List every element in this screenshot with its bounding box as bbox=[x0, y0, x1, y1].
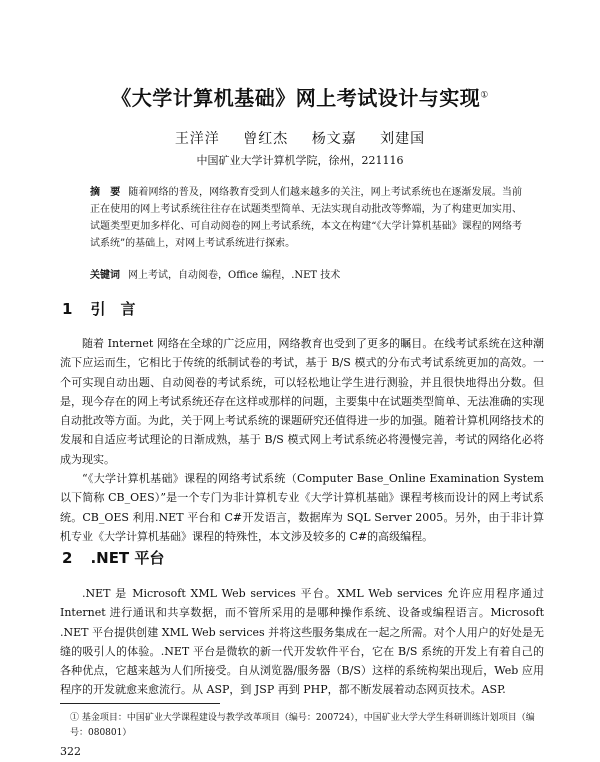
keywords bbox=[90, 266, 522, 281]
section-title: 引 言 bbox=[90, 300, 136, 318]
affiliation: 中国矿业大学计算机学院，徐州，221116 bbox=[196, 154, 404, 167]
paragraph: 随着 Internet 网络在全球的广泛应用，网络教育也受到了更多的瞩目。在线考试系统在这种潮流下应运而生，它相比于传统的纸制试卷的考试，基于 B/S 模式的分布式考试系统更加的高效。一个可实现自动出题、自动阅卷的考试系统，可以轻松地让学生进行测验，并且很快地得出分数。但是，现今存在的网上考试系统还存在这样或那样的问题，主要集中在试题类型简单、无法准确的实现自动批改等方面。为此，关于网上考试系统的课题研究还值得进一步的加强。随着计算机网络技术的发展和自适应考试理论的日渐成熟，基于 B/S 模式网上考试系统必将漫慢完善，考试的网络化必将成为现实。 bbox=[60, 337, 544, 466]
abstract-label: 摘 要 bbox=[90, 187, 121, 198]
author-2: 曾红杰 bbox=[243, 131, 289, 147]
footnote-rule bbox=[60, 703, 220, 704]
author-3: 杨文嘉 bbox=[311, 131, 357, 147]
abstract-text: 随着网络的普及，网络教育受到人们越来越多的关注，网上考试系统也在逐渐发展。当前正在使用的网上考试系统往往存在试题类型简单、无法实现自动批改等弊端，为了构建更加实用、试题类型更加多样化、可自动阅卷的网上考试系统，本文在构建“《大学计算机基础》课程的网络考试系统”的基础上，对网上考试系统进行探索。 bbox=[90, 187, 523, 249]
section-number: 2 bbox=[62, 549, 73, 567]
page-number: 322 bbox=[60, 745, 81, 758]
section-title: .NET 平台 bbox=[90, 549, 165, 567]
paragraph: .NET 是 Microsoft XML Web services 平台。XML Web services 允许应用程序通过 Internet 进行通讯和共享数据，而不管所采用的是哪种操作系统、设备或编程语言。Microsoft .NET 平台提供创建 XML Web services 并将这些服务集成在一起之所需。对个人用户的好处是无缝的吸引人的体验。.NET 平台是微软的新一代开发软件平台，它在 B/S 系统的开发上有着自己的各种优点，它越来越为人们所接受。自从浏览器/服务器（B/S）这样的系统构架出现后，Web 应用程序的开发就愈来愈流行。从 ASP，到 JSP 再到 PHP，都不断发展着动态网页技术。ASP. bbox=[60, 587, 544, 697]
footnote: ① 基金项目：中国矿业大学课程建设与教学改革项目（编号：200724），中国矿业大学大学生科研训练计划项目（编号：080801） bbox=[70, 713, 535, 738]
paper-title bbox=[0, 82, 600, 111]
section-heading-2 bbox=[62, 547, 164, 568]
author-1: 王洋洋 bbox=[174, 131, 220, 147]
author-list bbox=[0, 128, 600, 148]
section-heading-1 bbox=[62, 298, 135, 319]
keywords-label: 关键词 bbox=[90, 270, 120, 281]
section-number: 1 bbox=[62, 300, 73, 318]
author-4: 刘建国 bbox=[380, 131, 426, 147]
keywords-text: 网上考试，自动阅卷，Office 编程，.NET 技术 bbox=[128, 270, 341, 281]
paper-title-text: 《大学计算机基础》网上考试设计与实现 bbox=[111, 86, 481, 110]
paragraph: “《大学计算机基础》课程的网络考试系统（Computer Base_Online Examination System 以下简称 CB_OES）”是一个专门为非计算机专业《大学计算机基础》课程考核而设计的网上考试系统。CB_OES 利用.NET 平台和 C#开发语言，数据库为 SQL Server 2005。另外，由于非计算机专业《大学计算机基础》课程的特殊性，本文涉及较多的 C#的高级编程。 bbox=[60, 472, 544, 543]
abstract bbox=[90, 184, 522, 252]
title-footnote-marker: ① bbox=[480, 90, 489, 101]
section-2-body bbox=[60, 584, 544, 700]
section-1-body bbox=[60, 334, 544, 546]
